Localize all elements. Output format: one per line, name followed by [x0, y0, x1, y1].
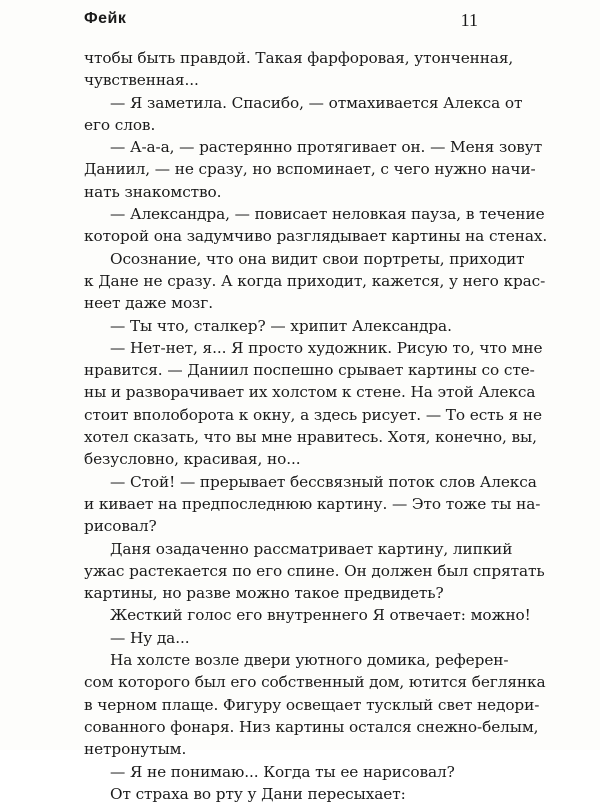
text-line: Даниил, — не сразу, но вспоминает, с чего нужно начи- — [84, 160, 536, 179]
text-line: — Стой! — прерывает бессвязный поток слов Алекса — [110, 472, 537, 491]
text-line: нать знакомство. — [84, 182, 222, 201]
text-line: чувственная... — [84, 71, 199, 90]
text-line: неет даже мозг. — [84, 294, 213, 313]
text-line: картины, но разве можно такое предвидеть? — [84, 584, 444, 603]
text-line: — А-а-а, — растерянно протягивает он. — Меня зовут — [110, 138, 543, 157]
text-line: его слов. — [84, 115, 156, 134]
text-line: сом которого был его собственный дом, ютится беглянка — [84, 673, 546, 692]
text-line: На холсте возле двери уютного домика, референ- — [110, 651, 509, 670]
text-line: и кивает на предпоследнюю картину. — Это тоже ты на- — [84, 494, 541, 513]
text-line: чтобы быть правдой. Такая фарфоровая, утонченная, — [84, 49, 514, 67]
page-number: 11 — [460, 10, 478, 30]
body-text — [84, 47, 548, 805]
text-line: которой она задумчиво разглядывает картины на стенах. — [84, 227, 548, 246]
text-line: — Александра, — повисает неловкая пауза, в течение — [110, 205, 545, 224]
text-line: — Нет-нет, я... Я просто художник. Рисую то, что мне — [110, 338, 543, 357]
text-line: Осознание, что она видит свои портреты, приходит — [110, 249, 525, 268]
text-line: нравится. — Даниил поспешно срывает картины со сте- — [84, 361, 535, 380]
text-line: рисовал? — [84, 517, 157, 536]
text-line: — Ну да... — [110, 628, 190, 647]
text-line: Даня озадаченно рассматривает картину, липкий — [110, 539, 513, 558]
text-line: От страха во рту у Дани пересыхает: — [110, 784, 406, 803]
text-line: хотел сказать, что вы мне нравитесь. Хотя, конечно, вы, — [84, 428, 537, 447]
running-title: Фейк — [84, 10, 127, 27]
text-line: стоит вполоборота к окну, а здесь рисует. — То есть я не — [84, 405, 542, 424]
text-line: — Я заметила. Спасибо, — отмахивается Алекса от — [110, 93, 523, 112]
text-line: в черном плаще. Фигуру освещает тусклый свет недори- — [84, 695, 540, 714]
text-line: безусловно, красивая, но... — [84, 450, 301, 469]
text-line: сованного фонаря. Низ картины остался снежно-белым, — [84, 717, 539, 736]
text-line: к Дане не сразу. А когда приходит, кажется, у него крас- — [84, 271, 546, 290]
text-line: нетронутым. — [84, 740, 187, 759]
text-line: ны и разворачивает их холстом к стене. На этой Алекса — [84, 383, 536, 402]
text-line: Жесткий голос его внутреннего Я отвечает: можно! — [110, 606, 531, 625]
text-line: ужас растекается по его спине. Он должен был спрятать — [84, 561, 545, 580]
text-line: — Я не понимаю... Когда ты ее нарисовал? — [110, 762, 455, 781]
text-line: — Ты что, сталкер? — хрипит Александра. — [110, 316, 452, 335]
